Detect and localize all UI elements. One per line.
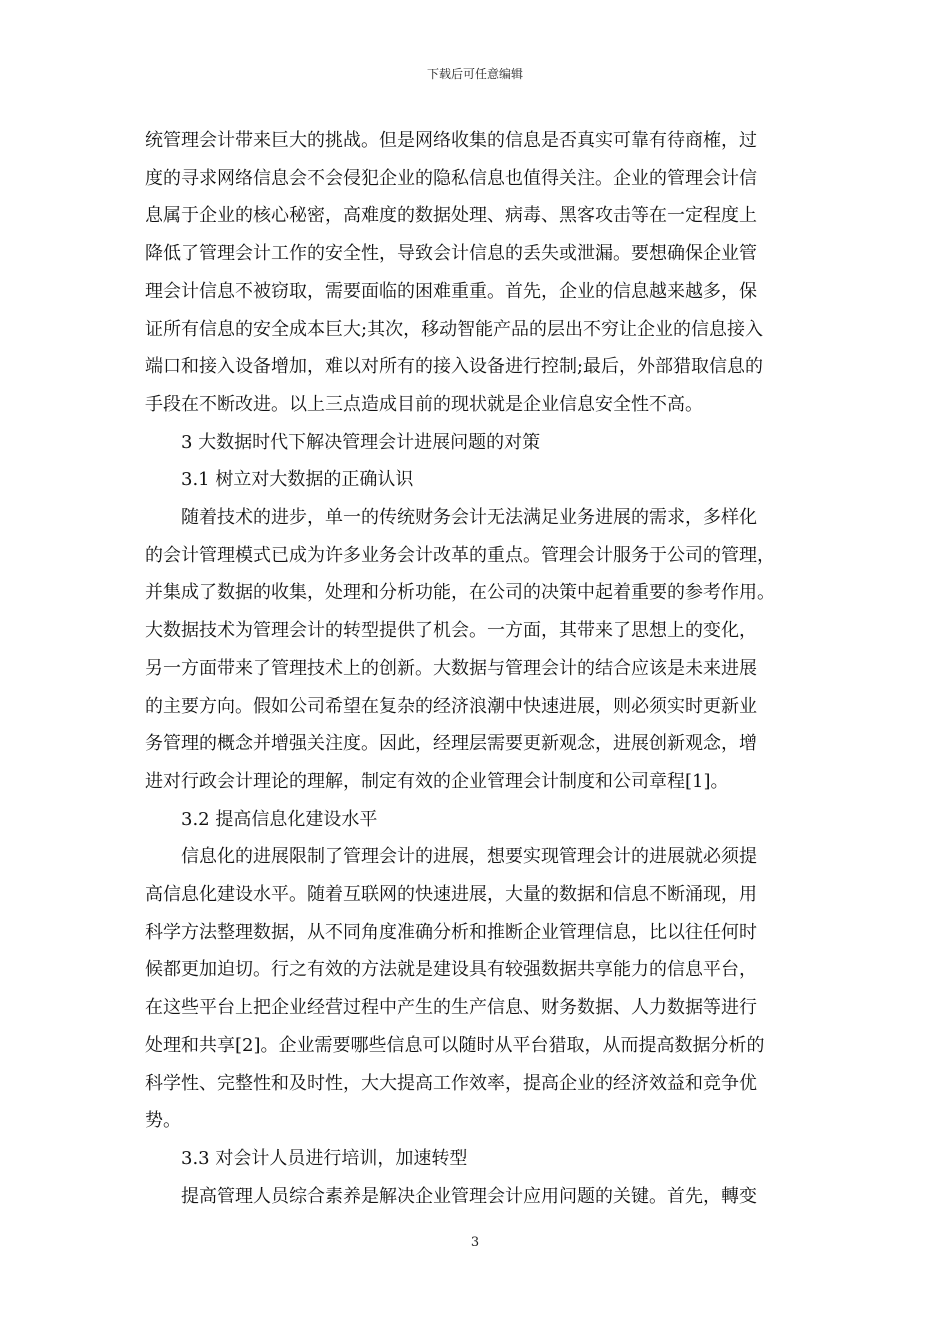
text-line: 科学性、完整性和及时性，大大提高工作效率，提高企业的经济效益和竞争优 xyxy=(145,1072,757,1094)
text-line: 高信息化建设水平。随着互联网的快速进展，大量的数据和信息不断涌现，用 xyxy=(145,884,757,906)
text-line: 度的寻求网络信息会不会侵犯企业的隐私信息也值得关注。企业的管理会计信 xyxy=(145,167,757,189)
text-line: 科学方法整理数据，从不同角度准确分析和推断企业管理信息，比以往任何时 xyxy=(145,921,757,943)
text-line: 手段在不断改进。以上三点造成目前的现状就是企业信息安全性不高。 xyxy=(145,393,703,415)
section-heading-3-1: 3.1 树立对大数据的正确认识 xyxy=(181,469,414,491)
text-line: 理会计信息不被窃取，需要面临的困难重重。首先，企业的信息越来越多，保 xyxy=(145,280,757,302)
text-line: 证所有信息的安全成本巨大;其次，移动智能产品的层出不穷让企业的信息接入 xyxy=(145,318,764,340)
text-line: 降低了管理会计工作的安全性，导致会计信息的丢失或泄漏。要想确保企业管 xyxy=(145,243,757,265)
text-line: 势。 xyxy=(145,1110,181,1132)
text-line: 在这些平台上把企业经营过程中产生的生产信息、财务数据、人力数据等进行 xyxy=(145,997,757,1019)
text-line: 提高管理人员综合素养是解决企业管理会计应用问题的关键。首先，轉变 xyxy=(181,1185,757,1207)
page-number: 3 xyxy=(470,1235,480,1250)
text-line: 信息化的进展限制了管理会计的进展，想要实现管理会计的进展就必须提 xyxy=(181,846,757,868)
text-line: 的会计管理模式已成为许多业务会计改革的重点。管理会计服务于公司的管理， xyxy=(145,544,775,566)
text-line: 端口和接入设备增加，难以对所有的接入设备进行控制;最后，外部猎取信息的 xyxy=(145,356,764,378)
text-line: 处理和共享[2]。企业需要哪些信息可以随时从平台猎取，从而提高数据分析的 xyxy=(145,1034,765,1056)
paragraph-big-data-awareness xyxy=(145,499,815,801)
text-line: 的主要方向。假如公司希望在复杂的经济浪潮中快速进展，则必须实时更新业 xyxy=(145,695,757,717)
text-line: 大数据技术为管理会计的转型提供了机会。一方面，其带来了思想上的变化， xyxy=(145,620,757,642)
paragraph-staff-training xyxy=(145,1178,815,1216)
section-heading-3-2: 3.2 提高信息化建设水平 xyxy=(181,808,378,830)
page-header: 下载后可任意编辑 xyxy=(426,67,523,81)
text-line: 务管理的概念并增强关注度。因此，经理层需要更新观念，进展创新观念，增 xyxy=(145,733,757,755)
text-line: 候都更加迫切。行之有效的方法就是建设具有较强数据共享能力的信息平台， xyxy=(145,959,757,981)
text-line: 随着技术的进步，单一的传统财务会计无法满足业务进展的需求，多样化 xyxy=(181,507,757,529)
text-line: 息属于企业的核心秘密，高难度的数据处理、病毒、黑客攻击等在一定程度上 xyxy=(145,205,757,227)
paragraph-informatization xyxy=(145,838,815,1140)
document-body xyxy=(145,122,815,1215)
text-line: 统管理会计带来巨大的挑战。但是网络收集的信息是否真实可靠有待商榷，过 xyxy=(145,130,757,151)
paragraph-security-challenges xyxy=(145,122,815,424)
text-line: 进对行政会计理论的理解，制定有效的企业管理会计制度和公司章程[1]。 xyxy=(145,770,729,792)
section-heading-3: 3 大数据时代下解决管理会计进展问题的对策 xyxy=(181,431,541,453)
section-heading-3-3: 3.3 对会计人员进行培训，加速转型 xyxy=(181,1147,468,1169)
text-line: 另一方面带来了管理技术上的创新。大数据与管理会计的结合应该是未来进展 xyxy=(145,657,757,679)
text-line: 并集成了数据的收集，处理和分析功能，在公司的决策中起着重要的参考作用。 xyxy=(145,582,775,604)
